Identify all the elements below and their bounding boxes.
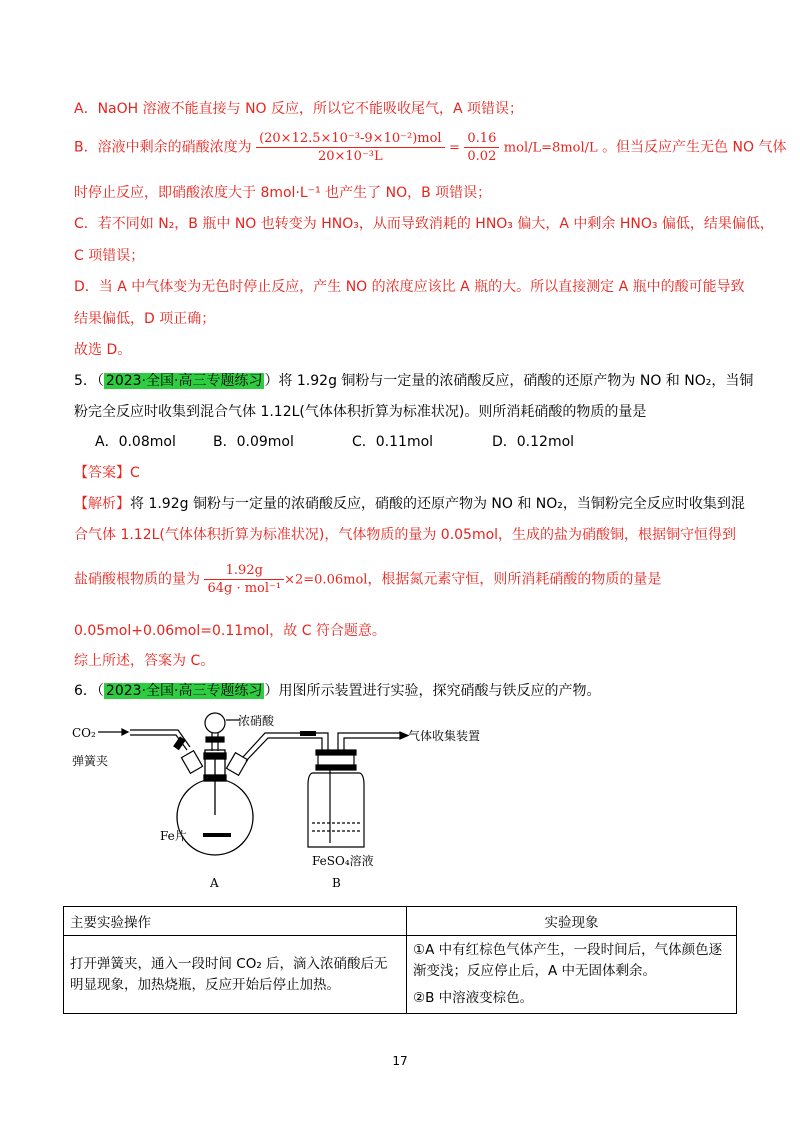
question-5-line2: 粉完全反应时收集到混合气体 1.12L(气体体积折算为标准状况)。则所消耗硝酸的物质的量是: [74, 404, 647, 420]
analysis-text: 将 1.92g 铜粉与一定量的浓硝酸反应，硝酸的还原产物为 NO 和 NO₂，当铜粉完全反应时收集到混: [130, 496, 745, 512]
concentration-fraction: [256, 131, 445, 164]
feso4-label: FeSO₄溶液: [312, 854, 374, 868]
fraction-denominator: 20×10⁻³L: [317, 149, 383, 164]
fraction-numerator: 1.92g: [204, 563, 284, 580]
header-phenomenon: 实验现象: [407, 907, 737, 936]
fraction-denominator: 64g · mol⁻¹: [207, 581, 282, 596]
option-c-analysis-line1: C．若不同如 N₂，B 瓶中 NO 也转变为 HNO₃，从而导致消耗的 HNO₃ 偏大，A 中剩余 HNO₃ 偏低，结果偏低，: [74, 216, 774, 232]
fraction-numerator: 0.16: [464, 131, 499, 148]
left-neck: [181, 751, 202, 774]
option-d: D．0.12mol: [492, 434, 575, 450]
summary-line: 综上所述，答案为 C。: [74, 653, 215, 669]
option-c-analysis-line2: C 项错误；: [74, 248, 145, 264]
option-a: A．0.08mol: [95, 434, 176, 450]
option-d-analysis-line2: 结果偏低，D 项正确；: [74, 311, 216, 327]
nitrate-fraction: [204, 563, 284, 596]
question-number: 5．（: [74, 373, 104, 389]
clip-label: 弹簧夹: [72, 754, 109, 768]
fraction-tail: ×2=0.06mol: [284, 572, 368, 588]
option-a-analysis: A．NaOH 溶液不能直接与 NO 反应，所以它不能吸收尾气，A 项错误；: [74, 101, 524, 117]
option-b-analysis-line2: 时停止反应，即硝酸浓度大于 8mol·L⁻¹ 也产生了 NO，B 项错误；: [74, 185, 492, 201]
source-tag[interactable]: 2023·全国·高三专题练习: [105, 373, 263, 389]
choose-conclusion: 故选 D。: [74, 342, 132, 358]
question-number: 6．（: [74, 683, 104, 699]
fraction-denominator: 0.02: [467, 149, 497, 164]
operation-cell: 打开弹簧夹，通入一段时间 CO₂ 后，滴入浓硝酸后无明显现象，加热烧瓶，反应开始后停止加热。: [64, 936, 407, 1014]
option-b: B．0.09mol: [213, 434, 294, 450]
equals-sign: =: [449, 140, 460, 156]
analysis-line3-prefix: 盐硝酸根物质的量为: [74, 571, 200, 588]
option-b-suffix: 。但当反应产生无色 NO 气体: [602, 139, 787, 156]
question-6-line1: [74, 680, 600, 700]
dropping-funnel: [205, 713, 240, 751]
phenomenon-cell: [407, 936, 737, 1014]
question-text: ）用图所示装置进行实验，探究硝酸与铁反应的产物。: [264, 683, 601, 699]
option-c: C．0.11mol: [352, 434, 434, 450]
analysis-line2: 合气体 1.12L(气体体积折算为标准状况)，气体物质的量为 0.05mol，生成的盐为硝酸铜，根据铜守恒得到: [74, 527, 737, 543]
acid-label: 浓硝酸: [238, 714, 275, 728]
gas-collect-label: 气体收集装置: [408, 729, 481, 743]
concentration-unit: mol/L=8mol/L: [503, 140, 598, 156]
co2-label: CO₂: [72, 726, 96, 740]
page-number: 17: [392, 1054, 408, 1068]
label-a: A: [210, 876, 219, 890]
question-text: ）将 1.92g 铜粉与一定量的浓硝酸反应，硝酸的还原产物为 NO 和 NO₂，当铜: [264, 373, 754, 389]
analysis-line3: [74, 563, 661, 596]
phenomenon-2: ②B 中溶液变棕色。: [413, 990, 534, 1006]
analysis-label: 【解析】: [74, 496, 130, 512]
fraction-numerator: (20×12.5×10⁻³-9×10⁻²)mol: [256, 131, 445, 148]
apparatus-diagram: [60, 705, 500, 900]
source-tag[interactable]: 2023·全国·高三专题练习: [105, 683, 263, 699]
phenomenon-1: ①A 中有红棕色气体产生，一段时间后，气体颜色逐渐变浅；反应停止后，A 中无固体剩余。: [413, 942, 723, 979]
fe-label: Fe片: [160, 829, 187, 843]
option-b-prefix: B．溶液中剩余的硝酸浓度为: [74, 139, 252, 156]
question-5-line1: [74, 370, 753, 390]
fe-plate: [203, 833, 231, 837]
ratio-fraction: [464, 131, 499, 164]
experiment-table: [63, 906, 737, 1014]
analysis-line4: 0.05mol+0.06mol=0.11mol，故 C 符合题意。: [74, 623, 386, 639]
analysis-line3-suffix: ，根据氮元素守恒，则所消耗硝酸的物质的量是: [367, 571, 662, 588]
header-operation: 主要实验操作: [64, 907, 407, 936]
analysis-line1: [74, 493, 745, 513]
label-b: B: [332, 876, 341, 890]
option-b-analysis-line1: [74, 131, 786, 164]
option-d-analysis-line1: D．当 A 中气体变为无色时停止反应，产生 NO 的浓度应该比 A 瓶的大。所以直接测定 A 瓶中的酸可能导致: [74, 279, 745, 295]
answer-label: 【答案】C: [74, 465, 140, 481]
wash-bottle-b: [308, 750, 364, 847]
